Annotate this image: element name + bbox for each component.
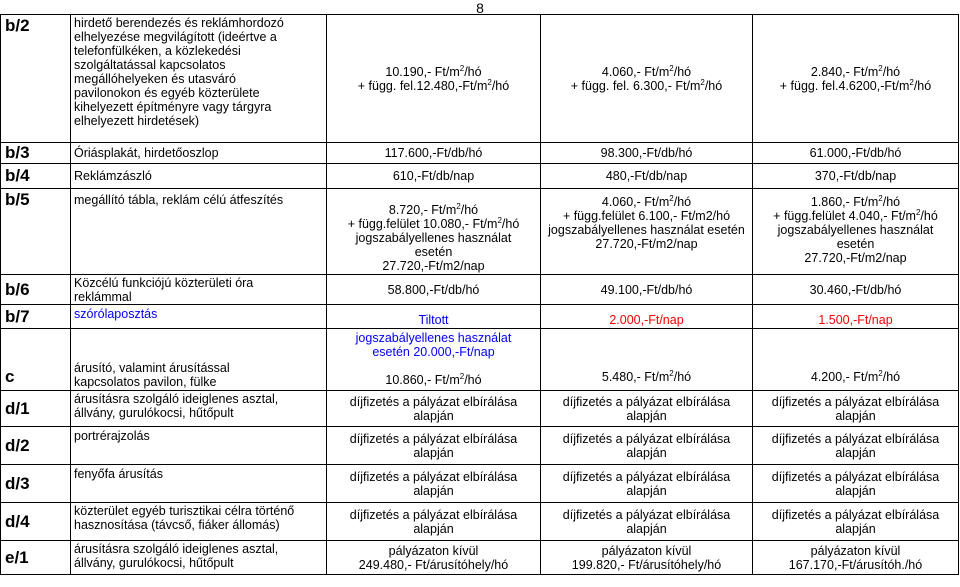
fee-zone-3: 370,-Ft/db/nap: [753, 164, 959, 189]
fee-zone-3: 2.840,- $Ft/m^2/hó$ + függ. $fel.4.6200,-Ft/m^2/hó$: [753, 15, 959, 143]
fee-zone-1: 117.600,-Ft/db/hó: [327, 143, 541, 164]
table-row: [1, 391, 959, 427]
fee-zone-1: 58.800,-Ft/db/hó: [327, 275, 541, 305]
fee-zone-3: 1.860,- $Ft/m^2/hó$ + függ.felület 4.040,- $Ft/m^2/hó$ jogszabályellenes használat esetén 27.720,-Ft/m2/nap: [753, 189, 959, 275]
row-description: hirdető berendezés és reklámhordozó elhelyezése megvilágított (ideértve a telefonfülkéken, a közlekedési szolgáltatással kapcsolatos megállóhelyeken és utasváró pavilonokon és egyéb közterülete kihelyezett építményre vagy tárgyra elhelyezett hirdetések): [71, 15, 327, 143]
row-description: fenyőfa árusítás: [71, 465, 327, 503]
fee-zone-1: díjfizetés a pályázat elbírálása alapján: [327, 465, 541, 503]
illegal-use-note: jogszabályellenes használat: [355, 331, 512, 345]
fee-zone-3: díjfizetés a pályázat elbírálása alapján: [753, 391, 959, 427]
row-code: b/2: [1, 15, 71, 143]
row-description: árusításra szolgáló ideiglenes asztal, állvány, gurulókocsi, hűtőpult: [71, 541, 327, 575]
fee-zone-1: 610,-Ft/db/nap: [327, 164, 541, 189]
fee-zone-3: 61.000,-Ft/db/hó: [753, 143, 959, 164]
row-code: d/3: [1, 465, 71, 503]
table-row: [1, 15, 959, 143]
fee-zone-1: 10.190,- $Ft/m^2/hó$ + függ. $fel.12.480,-Ft/m^2/hó$: [327, 15, 541, 143]
fee-zone-3: díjfizetés a pályázat elbírálása alapján: [753, 465, 959, 503]
fee-zone-2: díjfizetés a pályázat elbírálása alapján: [541, 427, 753, 465]
fee-zone-2: pályázaton kívül 199.820,- Ft/árusítóhely/hó: [541, 541, 753, 575]
fee-zone-2: 4.060,- $Ft/m^2/hó$ + függ.felület 6.100,- Ft/m2/hó jogszabályellenes használat esetén 27.720,-Ft/m2/nap: [541, 189, 753, 275]
fee-zone-1: pályázaton kívül 249.480,- Ft/árusítóhely/hó: [327, 541, 541, 575]
fee-zone-2: 2.000,-Ft/nap: [541, 305, 753, 329]
fee-zone-1: díjfizetés a pályázat elbírálása alapján: [327, 391, 541, 427]
row-code: b/3: [1, 143, 71, 164]
fee-zone-1: díjfizetés a pályázat elbírálása alapján: [327, 427, 541, 465]
row-code: d/1: [1, 391, 71, 427]
fee-zone-1: díjfizetés a pályázat elbírálása alapján: [327, 503, 541, 541]
fee-zone-2: 480,-Ft/db/nap: [541, 164, 753, 189]
row-description: szórólaposztás: [71, 305, 327, 329]
table-row: [1, 427, 959, 465]
fee-zone-1: Tiltott: [327, 305, 541, 329]
row-description: Reklámzászló: [71, 164, 327, 189]
fee-zone-2: 5.480,- $Ft/m^2/hó$: [541, 329, 753, 391]
table-row: [1, 275, 959, 305]
fee-table: [0, 14, 959, 575]
row-description: megállító tábla, reklám célú átfeszítés: [71, 189, 327, 275]
fee-zone-2: díjfizetés a pályázat elbírálása alapján: [541, 503, 753, 541]
fee-zone-2: 4.060,- $Ft/m^2/hó$ + függ. fel. 6.300,- $Ft/m^2/hó$: [541, 15, 753, 143]
fee-zone-2: díjfizetés a pályázat elbírálása alapján: [541, 391, 753, 427]
table-row: [1, 541, 959, 575]
row-description: portrérajzolás: [71, 427, 327, 465]
fee-zone-1: 8.720,- $Ft/m^2/hó$ + függ.felület 10.080,- $Ft/m^2/hó$ jogszabályellenes használat esetén 27.720,-Ft/m2/nap: [327, 189, 541, 275]
fee-zone-1: jogszabályellenes használat esetén 20.000,-Ft/nap 10.860,- $Ft/m^2/hó$: [327, 329, 541, 391]
fee-zone-3: pályázaton kívül 167.170,-Ft/árusítóh./hó: [753, 541, 959, 575]
table-row: [1, 305, 959, 329]
fee-zone-2: 49.100,-Ft/db/hó: [541, 275, 753, 305]
row-code: c: [1, 329, 71, 391]
fee-zone-3: díjfizetés a pályázat elbírálása alapján: [753, 503, 959, 541]
row-code: b/5: [1, 189, 71, 275]
row-description: közterület egyéb turisztikai célra történő hasznosítása (távcső, fiáker állomás): [71, 503, 327, 541]
row-description: árusító, valamint árusítással kapcsolatos pavilon, fülke: [71, 329, 327, 391]
row-description: Óriásplakát, hirdetőoszlop: [71, 143, 327, 164]
fee-zone-3: díjfizetés a pályázat elbírálása alapján: [753, 427, 959, 465]
row-code: b/4: [1, 164, 71, 189]
fee-zone-3: 1.500,-Ft/nap: [753, 305, 959, 329]
row-description: Közcélú funkciójú közterületi óra reklámmal: [71, 275, 327, 305]
table-row: [1, 189, 959, 275]
row-code: d/4: [1, 503, 71, 541]
table-row: [1, 329, 959, 391]
fee-zone-2: díjfizetés a pályázat elbírálása alapján: [541, 465, 753, 503]
row-code: e/1: [1, 541, 71, 575]
row-code: b/7: [1, 305, 71, 329]
fee-zone-2: 98.300,-Ft/db/hó: [541, 143, 753, 164]
table-row: [1, 465, 959, 503]
fee-zone-3: 30.460,-Ft/db/hó: [753, 275, 959, 305]
row-code: b/6: [1, 275, 71, 305]
table-row: [1, 164, 959, 189]
row-code: d/2: [1, 427, 71, 465]
fee-zone-3: 4.200,- $Ft/m^2/hó$: [753, 329, 959, 391]
table-row: [1, 503, 959, 541]
page-number: 8: [476, 0, 484, 16]
table-row: [1, 143, 959, 164]
row-description: árusításra szolgáló ideiglenes asztal, állvány, gurulókocsi, hűtőpult: [71, 391, 327, 427]
